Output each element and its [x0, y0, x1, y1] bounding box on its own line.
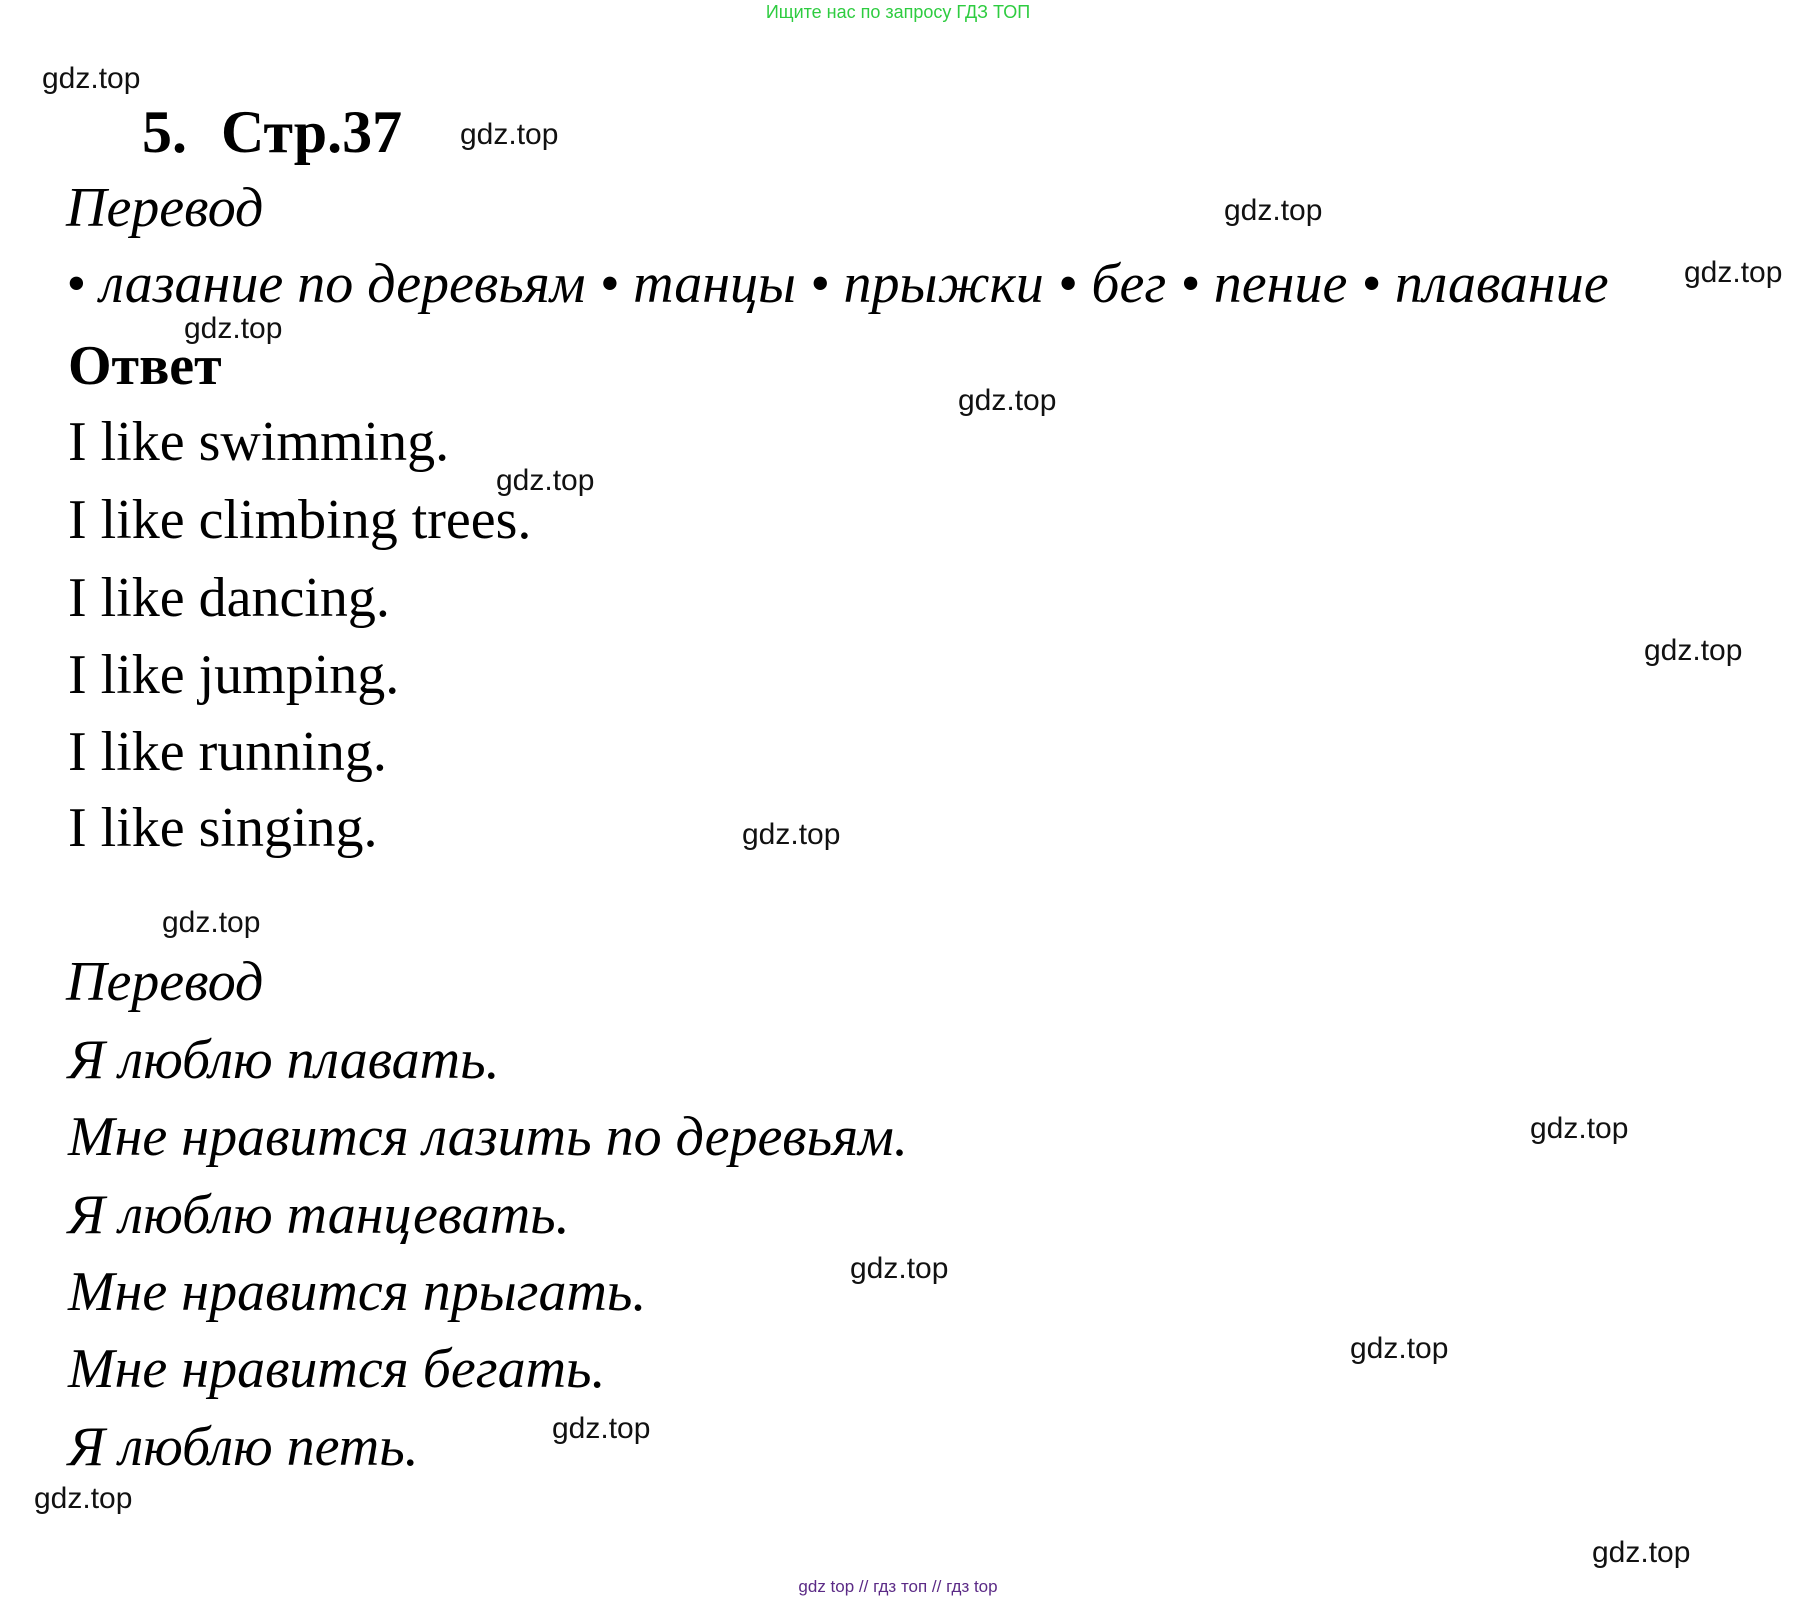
- watermark: gdz.top: [1644, 634, 1743, 667]
- answer-sentence: I like dancing.: [68, 567, 390, 629]
- translation-sentence: Я люблю танцевать.: [68, 1184, 570, 1246]
- watermark: gdz.top: [552, 1412, 651, 1445]
- answer-sentence: I like running.: [68, 721, 387, 783]
- watermark: gdz.top: [42, 62, 141, 95]
- watermark: gdz.top: [742, 818, 841, 851]
- footer-links: gdz top // гдз топ // гдз top: [798, 1577, 998, 1596]
- translation-label: Перевод: [66, 177, 264, 239]
- answer-sentence: I like swimming.: [68, 411, 450, 473]
- watermark: gdz.top: [1350, 1332, 1449, 1365]
- watermark: gdz.top: [1592, 1536, 1691, 1569]
- translation-sentence: Мне нравится лазить по деревьям.: [68, 1106, 908, 1168]
- page-reference: Стр.37: [221, 99, 403, 165]
- answer-label: Ответ: [68, 335, 222, 397]
- watermark: gdz.top: [1224, 194, 1323, 227]
- watermark: gdz.top: [34, 1482, 133, 1515]
- watermark: gdz.top: [850, 1252, 949, 1285]
- top-banner: Ищите нас по запросу ГДЗ ТОП: [765, 2, 1031, 22]
- watermark: gdz.top: [1530, 1112, 1629, 1145]
- watermark: gdz.top: [496, 464, 595, 497]
- answer-sentence: I like jumping.: [68, 644, 400, 706]
- watermark: gdz.top: [184, 312, 283, 345]
- watermark: gdz.top: [958, 384, 1057, 417]
- exercise-heading: [142, 98, 402, 167]
- translation-sentence: Мне нравится прыгать.: [68, 1261, 647, 1323]
- translation-sentence: Я люблю плавать.: [68, 1029, 500, 1091]
- watermark: gdz.top: [1684, 256, 1783, 289]
- exercise-number: 5.: [142, 99, 187, 165]
- translation-sentence: Мне нравится бегать.: [68, 1338, 606, 1400]
- watermark: gdz.top: [162, 906, 261, 939]
- answer-sentence: I like singing.: [68, 797, 378, 859]
- translation-label-2: Перевод: [66, 951, 264, 1013]
- word-list: • лазание по деревьям • танцы • прыжки • бег • пение • плавание: [66, 253, 1609, 315]
- answer-sentence: I like climbing trees.: [68, 489, 532, 551]
- translation-sentence: Я люблю петь.: [68, 1416, 419, 1478]
- watermark: gdz.top: [460, 118, 559, 151]
